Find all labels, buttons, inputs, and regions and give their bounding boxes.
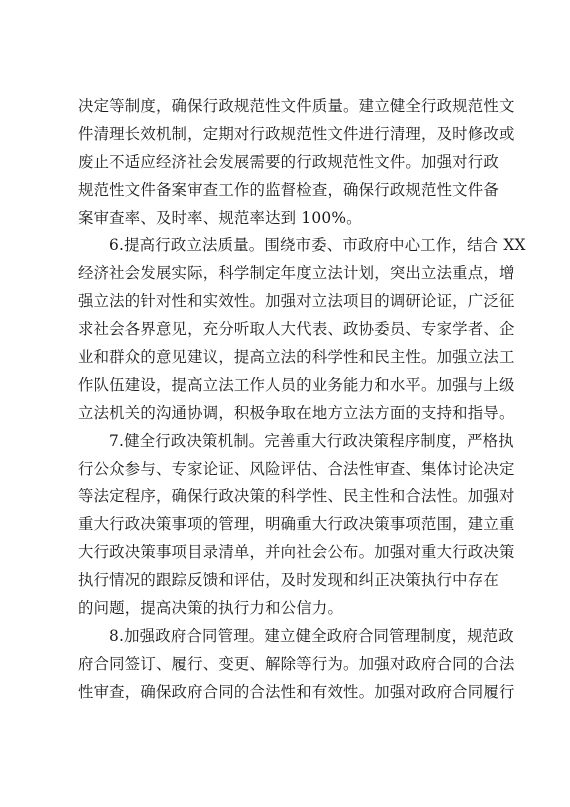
- text-line: 决定等制度，确保行政规范性文件质量。建立健全行政规范性文: [78, 97, 515, 115]
- document-body: [78, 93, 526, 707]
- text-line: 案审查率、及时率、规范率达到 100%。: [78, 208, 362, 227]
- text-line: 作队伍建设，提高立法工作人员的业务能力和水平。加强与上级: [78, 375, 515, 394]
- text-line: 重大行政决策事项的管理，明确重大行政决策事项范围，建立重: [78, 515, 515, 534]
- paragraph-p3: [78, 428, 515, 623]
- text-line: 求社会各界意见，充分听取人大代表、政协委员、专家学者、企: [78, 320, 515, 339]
- text-line: 8.加强政府合同管理。建立健全政府合同管理制度，规范政: [109, 626, 514, 645]
- text-line: 废止不适应经济社会发展需要的行政规范性文件。加强对行政: [78, 152, 499, 171]
- text-line: 的问题，提高决策的执行力和公信力。: [78, 599, 344, 618]
- text-line: 性审查，确保政府合同的合法性和有效性。加强对政府合同履行: [78, 682, 515, 701]
- paragraph-p1: [78, 93, 515, 232]
- text-line: 府合同签订、履行、变更、解除等行为。加强对政府合同的合法: [78, 654, 515, 673]
- text-line: 规范性文件备案审查工作的监督检查，确保行政规范性文件备: [78, 180, 499, 199]
- text-line: 行公众参与、专家论证、风险评估、合法性审查、集体讨论决定: [78, 459, 515, 478]
- text-line: 执行情况的跟踪反馈和评估，及时发现和纠正决策执行中存在: [78, 571, 499, 590]
- text-line: 7.健全行政决策机制。完善重大行政决策程序制度，严格执: [109, 431, 514, 450]
- paragraph-p4: [78, 623, 515, 707]
- text-line: 强立法的针对性和实效性。加强对立法项目的调研论证，广泛征: [78, 292, 515, 311]
- paragraph-p2: [78, 232, 526, 427]
- text-line: 等法定程序，确保行政决策的科学性、民主性和合法性。加强对: [78, 487, 515, 506]
- text-line: 业和群众的意见建议，提高立法的科学性和民主性。加强立法工: [78, 348, 515, 367]
- text-line: 大行政决策事项目录清单，并向社会公布。加强对重大行政决策: [78, 543, 515, 562]
- text-line: 6.提高行政立法质量。围绕市委、市政府中心工作，结合 XX: [109, 236, 526, 255]
- text-line: 立法机关的沟通协调，积极争取在地方立法方面的支持和指导。: [78, 403, 515, 422]
- text-line: 件清理长效机制，定期对行政规范性文件进行清理，及时修改或: [78, 124, 515, 143]
- text-line: 经济社会发展实际，科学制定年度立法计划，突出立法重点，增: [78, 264, 515, 283]
